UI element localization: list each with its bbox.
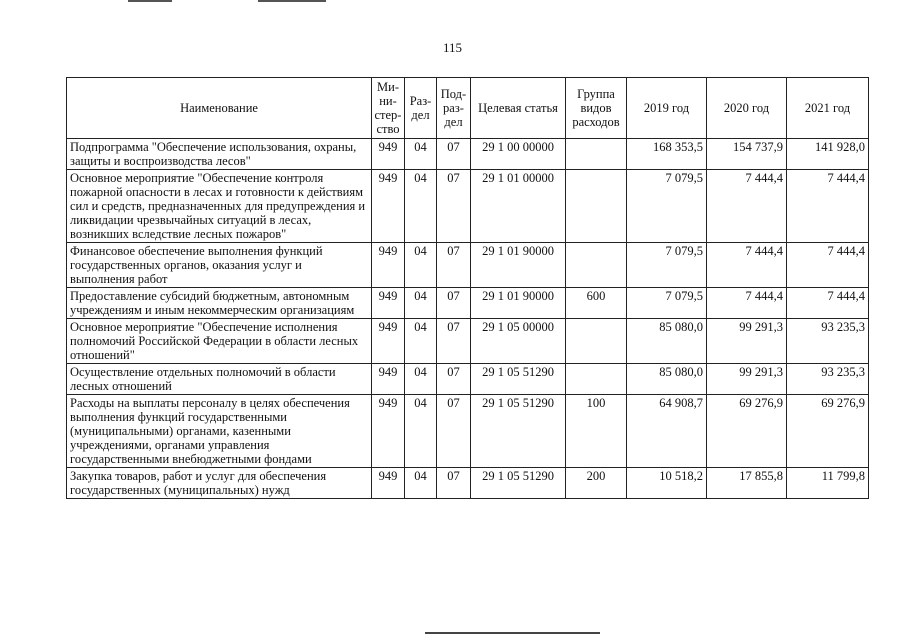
cell-subsection: 07 [437,319,471,364]
cell-ministry: 949 [372,288,405,319]
bottom-rule [425,632,600,634]
cell-subsection: 07 [437,243,471,288]
header-2021: 2021 год [787,78,869,139]
cell-2019: 85 080,0 [627,364,707,395]
header-2020: 2020 год [707,78,787,139]
cell-group: 100 [566,395,627,468]
cell-2020: 7 444,4 [707,288,787,319]
cell-name: Основное мероприятие "Обеспечение контроля пожарной опасности в лесах и готовности к действиям сил и средств, предназначенных для предупреждения и ликвидации чрезвычайных ситуаций в лесах, возникших вследствие лесных пожаров" [67,170,372,243]
scan-artifact-left [128,0,172,2]
cell-2019: 64 908,7 [627,395,707,468]
cell-section: 04 [405,319,437,364]
page-number: 115 [442,40,463,55]
cell-2021: 141 928,0 [787,139,869,170]
cell-section: 04 [405,288,437,319]
table-row [67,170,869,243]
cell-2020: 7 444,4 [707,243,787,288]
cell-2019: 7 079,5 [627,288,707,319]
cell-name: Закупка товаров, работ и услуг для обеспечения государственных (муниципальных) нужд [67,468,372,499]
cell-target: 29 1 00 00000 [471,139,566,170]
header-name: Наименование [67,78,372,139]
cell-section: 04 [405,170,437,243]
cell-ministry: 949 [372,364,405,395]
table-body [67,139,869,499]
cell-group [566,139,627,170]
cell-name: Подпрограмма "Обеспечение использования, охраны, защиты и воспроизводства лесов" [67,139,372,170]
cell-2021: 93 235,3 [787,319,869,364]
table-row [67,364,869,395]
cell-2019: 10 518,2 [627,468,707,499]
scan-artifact-right [258,0,326,2]
header-group: Группа видов расходов [566,78,627,139]
cell-target: 29 1 05 51290 [471,395,566,468]
cell-name: Основное мероприятие "Обеспечение исполнения полномочий Российской Федерации в области лесных отношений" [67,319,372,364]
header-subsection: Под- раз- дел [437,78,471,139]
cell-2021: 7 444,4 [787,170,869,243]
cell-name: Расходы на выплаты персоналу в целях обеспечения выполнения функций государственными (муниципальными) органами, казенными учреждениями, органами управления государственными внебюджетными фондами [67,395,372,468]
cell-2021: 93 235,3 [787,364,869,395]
cell-target: 29 1 05 00000 [471,319,566,364]
cell-group: 600 [566,288,627,319]
cell-2021: 7 444,4 [787,243,869,288]
cell-subsection: 07 [437,468,471,499]
cell-section: 04 [405,243,437,288]
table-row [67,468,869,499]
header-2019: 2019 год [627,78,707,139]
cell-ministry: 949 [372,468,405,499]
cell-2019: 7 079,5 [627,243,707,288]
cell-2019: 168 353,5 [627,139,707,170]
cell-2020: 7 444,4 [707,170,787,243]
cell-group [566,170,627,243]
cell-2020: 154 737,9 [707,139,787,170]
cell-2019: 7 079,5 [627,170,707,243]
cell-2021: 7 444,4 [787,288,869,319]
header-section: Раз- дел [405,78,437,139]
header-row [67,78,869,139]
table-row [67,319,869,364]
cell-2020: 17 855,8 [707,468,787,499]
cell-subsection: 07 [437,395,471,468]
table-row [67,243,869,288]
cell-group [566,364,627,395]
table-row [67,395,869,468]
header-target: Целевая статья [471,78,566,139]
cell-section: 04 [405,395,437,468]
cell-2021: 69 276,9 [787,395,869,468]
cell-2020: 69 276,9 [707,395,787,468]
cell-subsection: 07 [437,364,471,395]
cell-ministry: 949 [372,319,405,364]
cell-subsection: 07 [437,288,471,319]
cell-ministry: 949 [372,170,405,243]
cell-target: 29 1 01 90000 [471,288,566,319]
cell-name: Предоставление субсидий бюджетным, автономным учреждениям и иным некоммерческим организациям [67,288,372,319]
cell-name: Финансовое обеспечение выполнения функций государственных органов, оказания услуг и выполнения работ [67,243,372,288]
cell-target: 29 1 05 51290 [471,364,566,395]
cell-section: 04 [405,364,437,395]
cell-target: 29 1 01 00000 [471,170,566,243]
cell-section: 04 [405,468,437,499]
cell-group: 200 [566,468,627,499]
table-row [67,288,869,319]
cell-target: 29 1 01 90000 [471,243,566,288]
table-row [67,139,869,170]
budget-table [66,77,869,499]
cell-ministry: 949 [372,395,405,468]
header-ministry: Ми- ни- стер- ство [372,78,405,139]
cell-group [566,243,627,288]
cell-name: Осуществление отдельных полномочий в области лесных отношений [67,364,372,395]
cell-2020: 99 291,3 [707,319,787,364]
cell-subsection: 07 [437,139,471,170]
cell-subsection: 07 [437,170,471,243]
cell-ministry: 949 [372,139,405,170]
cell-2021: 11 799,8 [787,468,869,499]
cell-target: 29 1 05 51290 [471,468,566,499]
cell-section: 04 [405,139,437,170]
cell-2019: 85 080,0 [627,319,707,364]
cell-ministry: 949 [372,243,405,288]
cell-group [566,319,627,364]
cell-2020: 99 291,3 [707,364,787,395]
